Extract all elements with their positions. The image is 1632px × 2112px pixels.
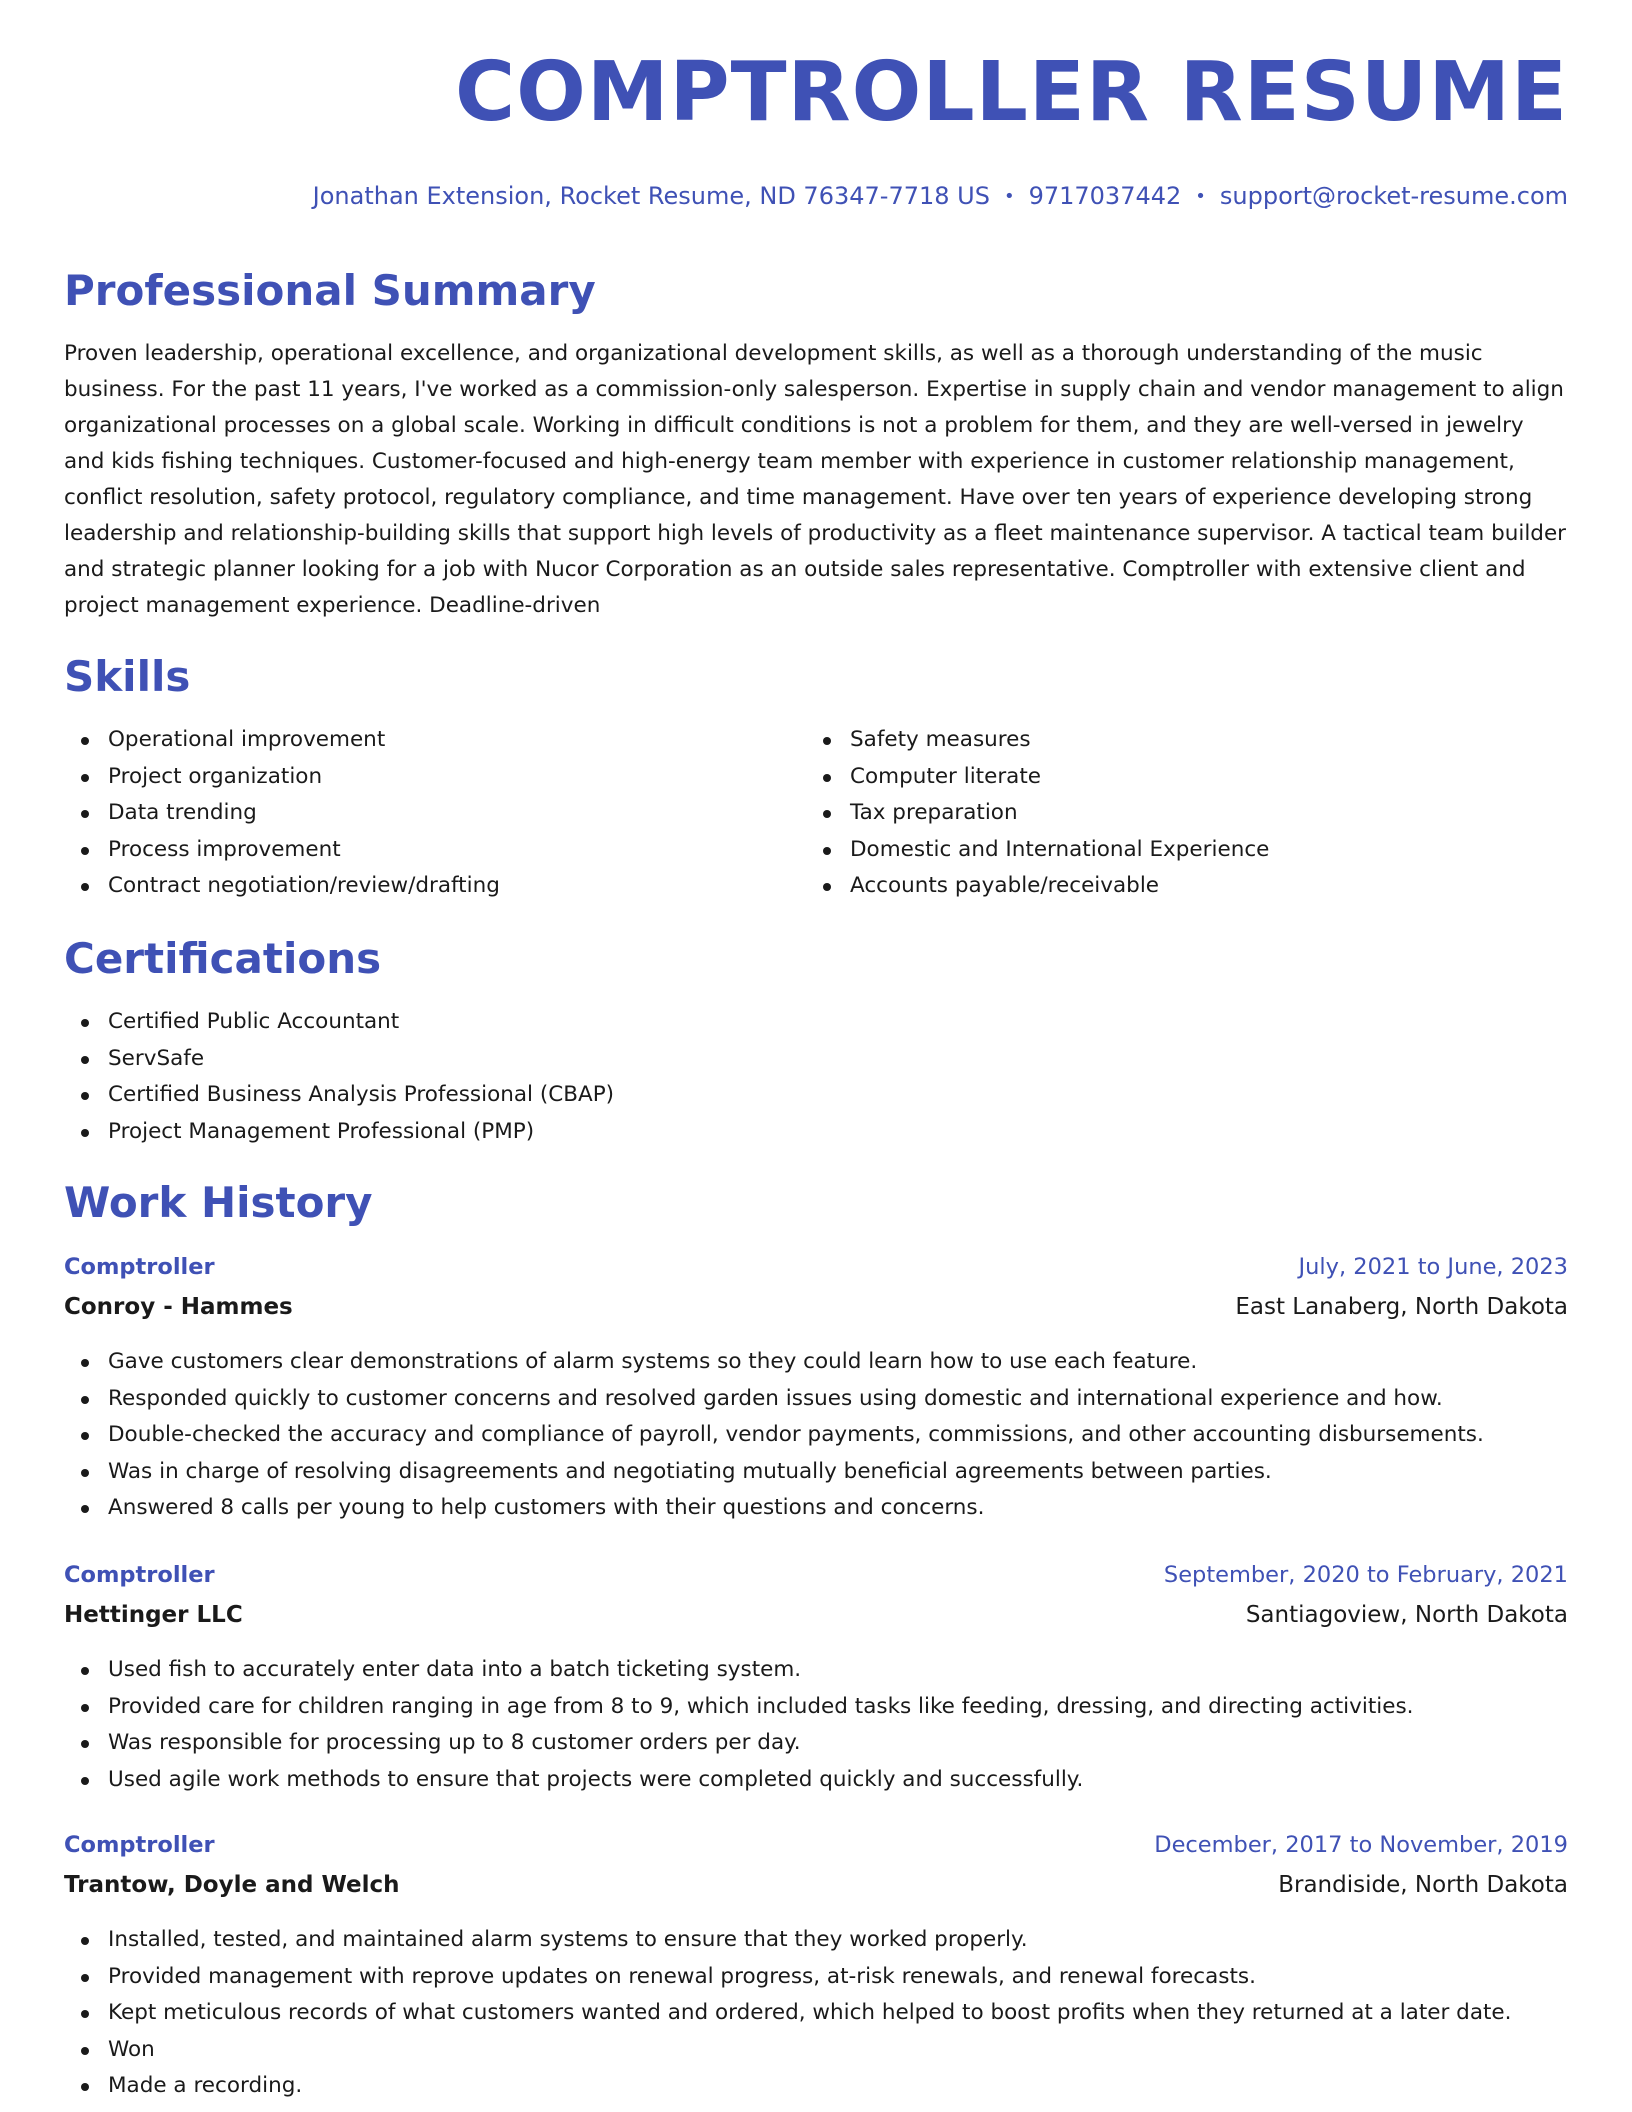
skill-item: Domestic and International Experience xyxy=(806,832,1269,869)
job-dates: July, 2021 to June, 2023 xyxy=(1298,1254,1568,1280)
skill-item: Data trending xyxy=(64,795,500,832)
job-dates: December, 2017 to November, 2019 xyxy=(1154,1832,1568,1858)
certification-item: Project Management Professional (PMP) xyxy=(64,1114,614,1151)
job-entry xyxy=(64,1254,1568,1527)
skill-item: Safety measures xyxy=(806,722,1269,759)
job-bullet: Was responsible for processing up to 8 customer orders per day. xyxy=(64,1725,1568,1762)
skill-item: Project organization xyxy=(64,759,500,796)
job-bullet: Provided care for children ranging in age from 8 to 9, which included tasks like feeding, dressing, and directing activities. xyxy=(64,1689,1568,1726)
summary-heading: Professional Summary xyxy=(64,266,596,315)
contact-address: Jonathan Extension, Rocket Resume, ND 76347-7718 US xyxy=(312,182,990,210)
job-bullet: Responded quickly to customer concerns and resolved garden issues using domestic and international experience and how. xyxy=(64,1381,1568,1418)
job-bullet: Answered 8 calls per young to help customers with their questions and concerns. xyxy=(64,1490,1568,1527)
skill-item: Process improvement xyxy=(64,832,500,869)
job-title: Comptroller xyxy=(64,1562,215,1588)
job-dates: September, 2020 to February, 2021 xyxy=(1163,1562,1568,1588)
job-bullet: Provided management with reprove updates on renewal progress, at-risk renewals, and renewal forecasts. xyxy=(64,1959,1568,1996)
skill-item: Computer literate xyxy=(806,759,1269,796)
skills-heading: Skills xyxy=(64,652,191,701)
contact-separator: • xyxy=(1195,186,1206,207)
job-location: Brandiside, North Dakota xyxy=(1278,1872,1568,1898)
job-bullets xyxy=(64,1344,1568,1527)
job-bullet: Was in charge of resolving disagreements and negotiating mutually beneficial agreements between parties. xyxy=(64,1454,1568,1491)
job-entry xyxy=(64,1562,1568,1798)
resume-title: COMPTROLLER RESUME xyxy=(455,45,1568,140)
job-bullet: Made a recording. xyxy=(64,2068,1568,2105)
skill-item: Contract negotiation/review/drafting xyxy=(64,868,500,905)
work-history-heading: Work History xyxy=(64,1178,373,1227)
job-title: Comptroller xyxy=(64,1832,215,1858)
job-bullet: Installed, tested, and maintained alarm systems to ensure that they worked properly. xyxy=(64,1922,1568,1959)
job-entry xyxy=(64,1832,1568,2105)
job-bullets xyxy=(64,1922,1568,2105)
contact-email: support@rocket-resume.com xyxy=(1219,182,1568,210)
job-company: Conroy - Hammes xyxy=(64,1294,293,1320)
contact-phone: 9717037442 xyxy=(1028,182,1182,210)
certifications-list xyxy=(64,1004,614,1150)
contact-line xyxy=(313,182,1568,210)
skills-list-left xyxy=(64,722,500,905)
job-bullet: Kept meticulous records of what customers wanted and ordered, which helped to boost profits when they returned at a later date. xyxy=(64,1995,1568,2032)
contact-separator: • xyxy=(1003,186,1015,207)
certification-item: ServSafe xyxy=(64,1041,614,1078)
skill-item: Operational improvement xyxy=(64,722,500,759)
summary-text: Proven leadership, operational excellence, and organizational development skills, as well as a thorough understanding of the music business. For the past 11 years, I've worked as a commission-only salesperson. Expertise in supply chain and vendor management to align organizational processes on a global scale. Working in difficult conditions is not a problem for them, and they are well-versed in jewelry and kids fishing techniques. Customer-focused and high-energy team member with experience in customer relationship management, conflict resolution, safety protocol, regulatory compliance, and time management. Have over ten years of experience developing strong leadership and relationship-building skills that support high levels of productivity as a fleet maintenance supervisor. A tactical team builder and strategic planner looking for a job with Nucor Corporation as an outside sales representative. Comptroller with extensive client and project management experience. Deadline-driven xyxy=(64,341,1567,618)
certification-item: Certified Business Analysis Professional (CBAP) xyxy=(64,1077,614,1114)
job-company: Trantow, Doyle and Welch xyxy=(64,1872,400,1898)
job-location: Santiagoview, North Dakota xyxy=(1245,1602,1568,1628)
job-bullet: Won xyxy=(64,2032,1568,2069)
job-company: Hettinger LLC xyxy=(64,1602,243,1628)
skill-item: Tax preparation xyxy=(806,795,1269,832)
job-bullet: Used fish to accurately enter data into a batch ticketing system. xyxy=(64,1652,1568,1689)
job-bullet: Gave customers clear demonstrations of alarm systems so they could learn how to use each feature. xyxy=(64,1344,1568,1381)
job-bullet: Used agile work methods to ensure that projects were completed quickly and successfully. xyxy=(64,1762,1568,1799)
certification-item: Certified Public Accountant xyxy=(64,1004,614,1041)
skill-item: Accounts payable/receivable xyxy=(806,868,1269,905)
job-location: East Lanaberg, North Dakota xyxy=(1235,1294,1568,1320)
certifications-heading: Certifications xyxy=(64,934,382,983)
job-bullet: Double-checked the accuracy and compliance of payroll, vendor payments, commissions, and other accounting disbursements. xyxy=(64,1417,1568,1454)
job-bullets xyxy=(64,1652,1568,1798)
skills-list-right xyxy=(806,722,1269,905)
job-title: Comptroller xyxy=(64,1254,215,1280)
